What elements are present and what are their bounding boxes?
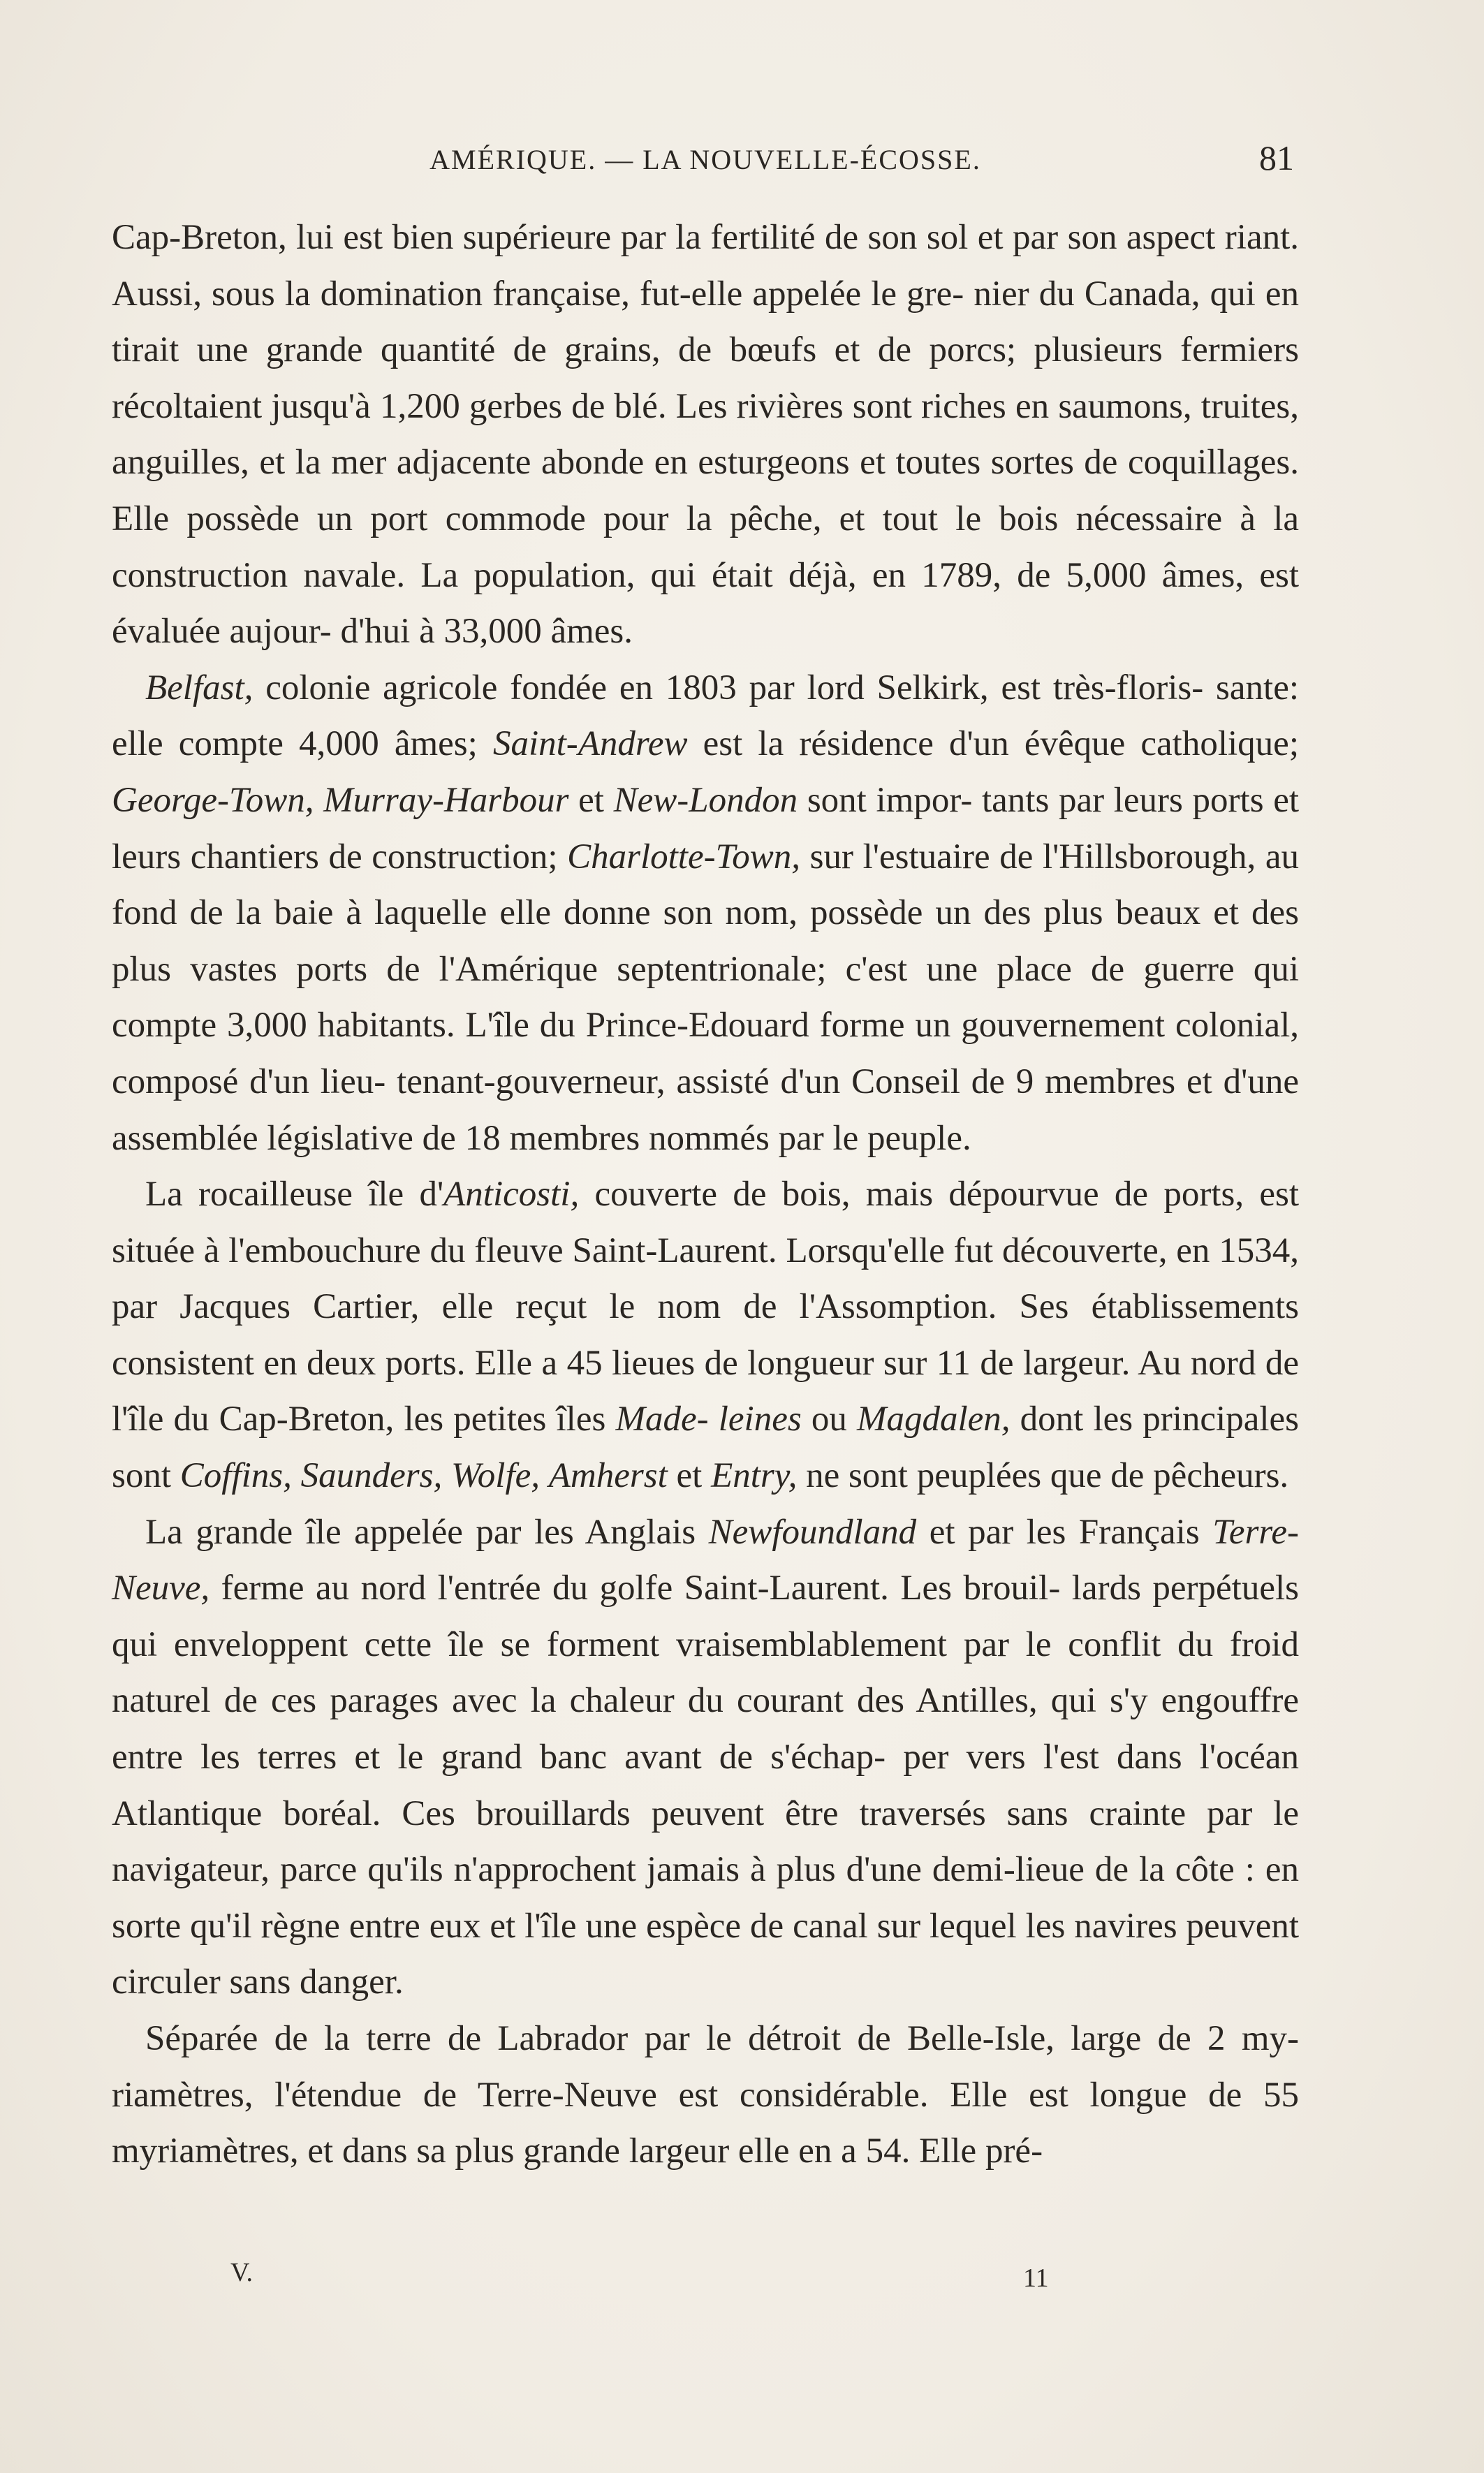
text-run: sur 11 de largeur. Au nord de l'île du Cap-Breton, les petites îles (112, 1343, 1299, 1439)
place-name: Entry, (711, 1456, 798, 1496)
page-footer (112, 2257, 1299, 2292)
text-run (292, 1456, 301, 1495)
text-run: couverte de bois, mais dépourvue de (579, 1175, 1149, 1215)
text-run (314, 781, 324, 820)
place-name: Terre-Neuve, (112, 1512, 1299, 1608)
text-line: lards perpétuels qui enveloppent cette île se forment vraisemblablement par (112, 1569, 1299, 1664)
place-name: Magdalen, (856, 1400, 1011, 1439)
place-name: Saunders, (300, 1456, 443, 1496)
text-run: La grande île appelée par les Anglais (145, 1512, 709, 1552)
text-line: du Prince-Edouard forme un gouvernement colonial, composé d'un lieu- (112, 1006, 1299, 1101)
text-run: et (667, 1456, 712, 1496)
text-line: ports, est située à l'embouchure du fleuve Saint-Laurent. Lorsqu'elle fut (112, 1175, 1300, 1270)
page-header (112, 138, 1299, 185)
text-line: Ses établissements consistent en deux ports. Elle a 45 lieues de longueur (112, 1287, 1300, 1383)
text-line: per vers l'est dans l'océan Atlantique boréal. Ces brouillards peuvent être (112, 1738, 1300, 1833)
body-text (112, 210, 1299, 2180)
text-run: et (568, 780, 614, 820)
paragraph-4 (112, 1504, 1299, 2011)
text-run: ferme au nord l'entrée du golfe Saint-Laurent. Les brouil- (210, 1569, 1061, 1608)
running-head: AMÉRIQUE. — LA NOUVELLE-ÉCOSSE. (429, 144, 981, 175)
text-line: commode pour la pêche, et tout le bois nécessaire à la construction navale. (112, 499, 1300, 595)
text-line: plus d'une demi-lieue de la côte : en sorte qu'il règne entre eux et l'île une (112, 1850, 1299, 1946)
text-line: porcs; plusieurs fermiers récoltaient jusqu'à 1,200 gerbes de blé. Les (112, 330, 1299, 426)
place-name: Murray-Harbour (323, 780, 569, 820)
text-line: nom, possède un des plus beaux et des plus vastes ports de l'Amérique (112, 893, 1300, 989)
text-run: tants par leurs ports et leurs chantiers de construction; (112, 780, 1300, 876)
text-line: Antilles, qui s'y engouffre entre les terres et le grand banc avant de s'échap- (112, 1681, 1300, 1777)
text-line: découverte, en 1534, par Jacques Cartier, elle reçut le nom de l'Assomption. (112, 1231, 1299, 1327)
text-line: septentrionale; c'est une place de guerre qui compte 3,000 habitants. L'île (112, 949, 1300, 1045)
text-line: nier du Canada, qui en tirait une grande quantité de grains, de bœufs et de (112, 274, 1299, 370)
text-run: sante: elle compte 4,000 âmes; (112, 668, 1300, 764)
text-line: d'hui à 33,000 âmes. (340, 612, 633, 652)
text-line: de 55 myriamètres, et dans sa plus grande largeur elle en a 54. Elle pré- (112, 2075, 1300, 2171)
place-name: Amherst (548, 1456, 668, 1496)
text-line: le conflit du froid naturel de ces parages avec la chaleur du courant des (112, 1624, 1299, 1721)
paragraph-5 (112, 2011, 1299, 2180)
text-line: Cap-Breton, lui est bien supérieure par la fertilité de son sol et par son (112, 218, 1117, 257)
text-line: Séparée de la terre de Labrador par le détroit de Belle-Isle, large de 2 my- (145, 2019, 1299, 2058)
text-run: sont impor- (798, 780, 973, 820)
place-name: Charlotte-Town, (567, 837, 801, 876)
text-run: et par les Français (916, 1512, 1200, 1552)
text-run: ou (801, 1400, 857, 1439)
text-run: La rocailleuse île d' (145, 1175, 444, 1215)
text-run: est la résidence d'un évêque (687, 724, 1126, 764)
place-name: Made- (615, 1400, 709, 1439)
page-number: 81 (1259, 138, 1294, 177)
text-line: traversés sans crainte par le navigateur, parce qu'ils n'approchent jamais à (112, 1793, 1299, 1890)
text-run: ne sont peuplées que de pêcheurs. (797, 1456, 1289, 1496)
signature-mark: V. (230, 2258, 254, 2287)
text-run: colonie agricole fondée en 1803 par lord Selkirk, est très-floris- (253, 668, 1204, 707)
text-line: aspect riant. Aussi, sous la domination française, fut-elle appelée le gre- (112, 218, 1300, 314)
text-line: rivières sont riches en saumons, truites, anguilles, et la mer adjacente (112, 386, 1299, 483)
text-line: riamètres, l'étendue de Terre-Neuve est considérable. Elle est longue (112, 2075, 1187, 2115)
text-line: La population, qui était déjà, en 1789, de 5,000 âmes, est évaluée aujour- (112, 555, 1299, 652)
paragraph-2 (112, 660, 1299, 1166)
place-name: Coffins, (179, 1456, 292, 1496)
place-name: New-London (613, 780, 798, 820)
paragraph-1 (112, 210, 1299, 660)
text-run (442, 1456, 451, 1495)
sheet-number: 11 (1023, 2263, 1049, 2293)
text-line: l'estuaire de l'Hillsborough, au fond de la baie à laquelle elle donne son (112, 837, 1299, 933)
place-name: Wolfe, (451, 1456, 541, 1496)
place-name: George-Town, (112, 780, 314, 820)
text-run: dont les principales sont (112, 1400, 1299, 1496)
text-run: sur (800, 837, 854, 876)
place-name: Anticosti, (443, 1175, 580, 1215)
place-name: Belfast, (145, 668, 254, 707)
text-line: espèce de canal sur lequel les navires peuvent circuler sans danger. (112, 1906, 1299, 2002)
text-line: abonde en esturgeons et toutes sortes de coquillages. Elle possède un port (112, 443, 1299, 538)
place-name: leines (718, 1400, 802, 1439)
paragraph-3 (112, 1166, 1299, 1504)
text-run: catholique; (1140, 724, 1299, 764)
text-line: législative de 18 membres nommés par le peuple. (267, 1118, 971, 1158)
text-line: tenant-gouverneur, assisté d'un Conseil de 9 membres et d'une assemblée (112, 1062, 1299, 1158)
place-name: Newfoundland (708, 1512, 917, 1552)
place-name: Saint-Andrew (492, 724, 688, 764)
